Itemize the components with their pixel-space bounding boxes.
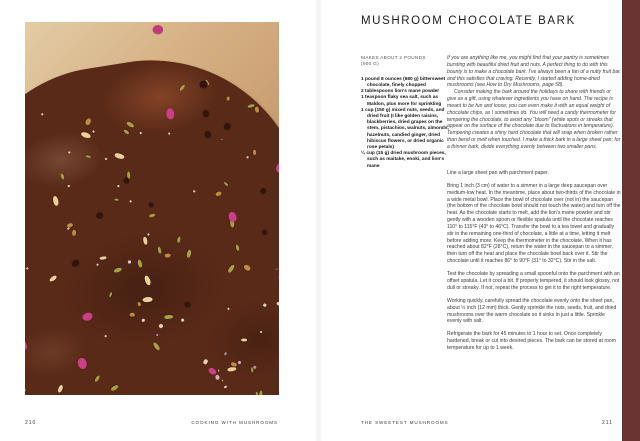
dried-berry-icon	[261, 229, 268, 236]
golden-raisin-icon	[252, 149, 256, 154]
sea-salt-icon	[117, 185, 119, 187]
sea-salt-icon	[26, 267, 28, 269]
cashew-icon	[49, 275, 58, 283]
golden-raisin-icon	[215, 190, 222, 196]
ingredient-item: 1 teaspoon flaky sea salt, such as Maldon, plus more for sprinkling	[361, 95, 442, 107]
ingredient-item: 2 tablespoons lion's mane powder	[361, 89, 440, 95]
right-running-head: THE SWEETEST MUSHROOMS	[361, 420, 449, 425]
pistachio-icon	[157, 246, 162, 254]
sea-salt-icon	[68, 185, 70, 187]
cashew-icon	[276, 301, 279, 306]
bark-toppings	[25, 38, 279, 395]
rose-petal-icon	[274, 162, 279, 174]
rose-petal-icon	[228, 211, 236, 221]
cashew-icon	[143, 275, 151, 286]
sea-salt-icon	[146, 232, 149, 235]
headnote-paragraph: Consider making the bark around the holidays to share with friends or give as a gift, using whatever ingredients you have on hand. The recipe is meant to be fun and loose; you can even make it with an equal weight of chocolate chips, as I sometimes do. You will need a candy thermometer for tempering the chocolate, to avoid any “bloom” (white spots or streaks that appear on the surface of the chocolate due to fluctuations in temperature). Tempering creates a shiny hard chocolate that will snap when broken rather than bend or melt when touched. I make a thick bark in a large sheet pan; for a thinner bark, divide everything evenly between two smaller pans.	[447, 89, 621, 150]
sea-salt-icon	[68, 151, 71, 154]
cashew-icon	[241, 338, 247, 341]
pistachio-icon	[176, 237, 180, 244]
step-paragraph: Test the chocolate by spreading a small spoonful onto the parchment with an offset spatula. Let it cool a bit. If properly tempered, it should look glossy, not dull or streaky. If not, repeat the process to get it to the right temperature.	[447, 271, 620, 291]
pistachio-icon	[227, 73, 233, 79]
sea-salt-icon	[139, 131, 142, 134]
golden-raisin-icon	[130, 312, 135, 316]
pistachio-icon	[152, 341, 161, 351]
step-paragraph: Refrigerate the bark for 45 minutes to 1 hour to set. Once completely hardened, break or cut into desired pieces. The bark can be stored at room temperature for up to 1 week.	[447, 331, 616, 352]
sea-salt-icon	[276, 269, 277, 270]
ingredient-item: ¼ cup (15 g) dried mushroom pieces, such as maitake, enoki, and lion's mane	[361, 151, 446, 169]
dried-berry-icon	[184, 300, 192, 308]
sea-salt-icon	[128, 260, 131, 263]
rose-petal-icon	[165, 108, 174, 119]
golden-raisin-icon	[227, 96, 230, 101]
chocolate-bark	[25, 38, 279, 395]
left-page-number: 210	[25, 420, 37, 426]
method-column	[447, 55, 621, 358]
kraft-paper-background	[25, 22, 279, 395]
dried-berry-icon	[222, 122, 231, 131]
sea-salt-icon	[264, 303, 267, 306]
pistachio-icon	[149, 214, 155, 218]
pistachio-icon	[179, 84, 186, 91]
step-paragraph: Bring 1 inch (3 cm) of water to a simmer in a large deep saucepan over medium-low heat. In the meantime, place about two-thirds of the chocolate in a wide metal bowl. Place the bowl of chocolate over (not in) the saucepan (the bottom of the chocolate bowl should not touch the water) and turn off the heat. As the chocolate starts to melt, add the lion's mane powder and stir gently with a wooden spoon or flexible spatula until the chocolate reaches 110° to 115°F (43° to 46°C). Transfer the bowl to a tea towel and gradually stir in the remaining one-third of chocolate, a little at a time, letting it melt before adding more. Keep the thermometer in the chocolate. When it has reached about 82°F (28°C), return the water in the saucepan to a simmer, then turn off the heat and place the chocolate bowl back over it. Stir the chocolate until it reaches 86° to 90°F (31° to 32°C). Stir in the salt.	[447, 182, 621, 265]
right-page-number: 211	[602, 420, 613, 426]
dried-berry-icon	[71, 258, 81, 268]
recipe-title: MUSHROOM CHOCOLATE BARK	[361, 15, 576, 27]
pistachio-icon	[113, 267, 122, 273]
sea-salt-icon	[41, 113, 44, 116]
pistachio-icon	[109, 292, 113, 297]
cashew-icon	[81, 131, 92, 139]
sea-salt-icon	[105, 158, 108, 161]
sea-salt-icon	[96, 263, 99, 266]
right-page	[320, 0, 640, 441]
golden-raisin-icon	[85, 118, 92, 126]
golden-raisin-icon	[243, 264, 251, 271]
sea-salt-icon	[222, 138, 224, 140]
dried-berry-icon	[204, 130, 212, 139]
sea-salt-icon	[193, 190, 195, 192]
pistachio-icon	[123, 129, 130, 135]
dried-berry-icon	[202, 109, 210, 118]
sea-salt-icon	[227, 307, 230, 310]
sea-salt-icon	[105, 335, 107, 337]
pistachio-icon	[60, 173, 65, 180]
step-paragraph: Line a large sheet pan with parchment paper.	[447, 169, 549, 176]
pistachio-icon	[125, 121, 134, 129]
pistachio-icon	[251, 367, 253, 372]
sea-salt-icon	[259, 330, 262, 333]
cashew-icon	[114, 153, 125, 160]
spine-band	[622, 0, 640, 441]
sea-salt-icon	[130, 200, 132, 202]
rose-petal-icon	[207, 365, 217, 375]
sea-salt-icon	[246, 156, 248, 158]
rose-petal-icon	[78, 358, 87, 369]
dried-berry-icon	[95, 212, 103, 219]
yield-note	[361, 55, 449, 68]
bark-photo	[25, 22, 279, 395]
pistachio-icon	[114, 198, 118, 200]
step-paragraph: Working quickly, carefully spread the chocolate evenly onto the sheet pan, about ½ inch (12 mm) thick. Gently sprinkle the nuts, seeds, fruit, and dried mushrooms over the warm chocolate so it sinks in just a little. Sprinkle evenly with salt.	[447, 297, 617, 325]
rose-petal-icon	[152, 23, 165, 35]
golden-raisin-icon	[255, 106, 260, 113]
cashew-icon	[52, 195, 59, 206]
pistachio-icon	[227, 264, 235, 274]
rose-petal-icon	[278, 273, 279, 285]
rose-petal-icon	[82, 313, 92, 321]
ingredient-item: 1 cup (150 g) mixed nuts, seeds, and dried fruit (I like golden raisins, blackberries, dried grapes on the stem, pistachios, walnuts, almonds, hazelnuts, candied ginger, dried hibiscus flowers, or dried organic rose petals)	[361, 107, 449, 151]
pistachio-icon	[223, 181, 229, 186]
cashew-icon	[99, 256, 106, 261]
left-running-head: COOKING WITH MUSHROOMS	[191, 420, 278, 425]
pistachio-icon	[186, 249, 191, 258]
cashew-icon	[143, 236, 149, 245]
pistachio-icon	[86, 155, 91, 158]
pistachio-icon	[94, 375, 101, 383]
pistachio-icon	[259, 391, 263, 395]
pistachio-icon	[25, 388, 27, 392]
ingredients-column	[361, 55, 449, 170]
ingredient-list	[361, 77, 449, 170]
dried-berry-icon	[260, 188, 267, 195]
sea-salt-icon	[167, 133, 170, 136]
yield-line-2: (900 G)	[361, 61, 379, 67]
cashew-icon	[142, 296, 152, 302]
pistachio-icon	[235, 244, 240, 251]
golden-raisin-icon	[72, 230, 77, 236]
ingredient-item: 1 pound 8 ounces (680 g) bittersweet chocolate, finely chopped	[361, 76, 446, 89]
pistachio-icon	[255, 392, 258, 395]
headnote-paragraph: If you are anything like me, you might find that your pantry is sometimes bursting with beautiful dried fruit and nuts. A perfect thing to do with this bounty is to make a chocolate bark. I've always been a fan of a nutty fruit bar, and this satisfies that craving. Recently, I started adding home-dried mushrooms (see How to Dry Mushrooms, page 58).	[447, 55, 621, 89]
pistachio-icon	[247, 103, 254, 108]
yield-line-1: MAKES ABOUT 2 POUNDS	[361, 55, 426, 60]
pistachio-icon	[165, 315, 174, 320]
golden-raisin-icon	[164, 253, 170, 258]
sea-salt-icon	[92, 130, 95, 133]
cashew-icon	[57, 384, 64, 393]
rose-petal-icon	[25, 341, 27, 350]
dried-berry-icon	[148, 203, 154, 209]
pistachio-icon	[111, 384, 119, 391]
golden-raisin-icon	[137, 301, 141, 306]
dried-berry-icon	[199, 80, 207, 87]
pistachio-icon	[137, 259, 143, 268]
